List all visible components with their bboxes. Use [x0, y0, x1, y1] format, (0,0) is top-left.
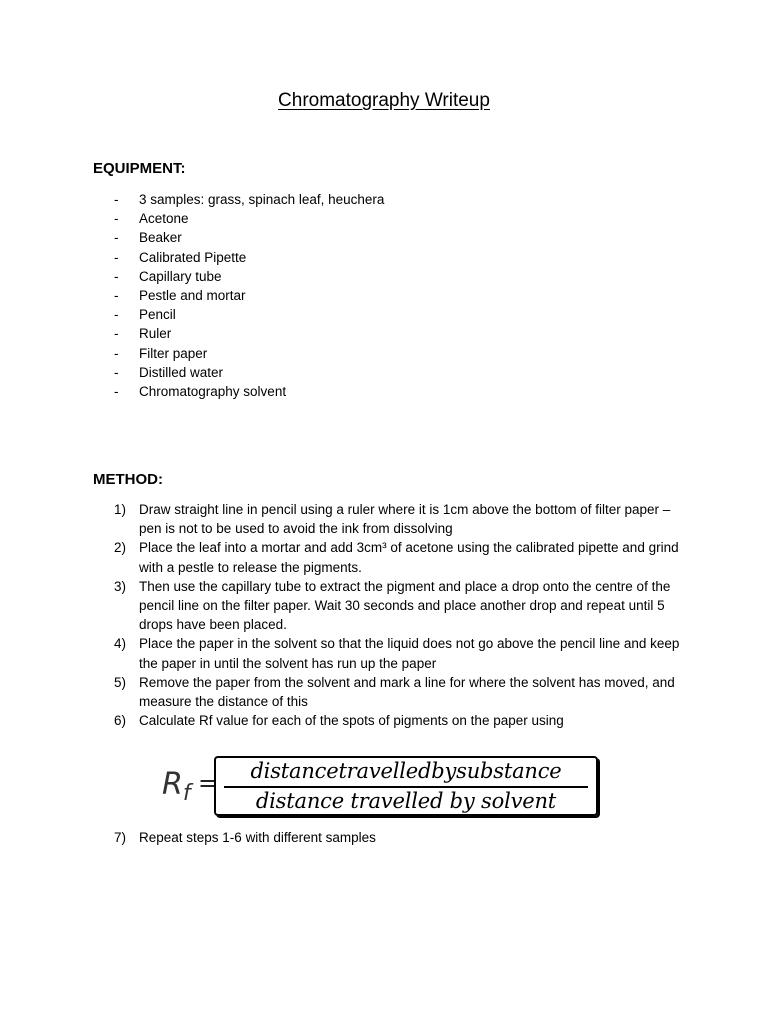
step-text: Calculate Rf value for each of the spots of pigments on the paper using	[139, 713, 564, 729]
equipment-item-text: Pencil	[139, 307, 176, 323]
fraction-bar	[224, 786, 588, 788]
equipment-item-text: Pestle and mortar	[139, 287, 246, 303]
method-step	[114, 500, 689, 538]
step-number: 5)	[114, 674, 127, 690]
method-step	[114, 577, 689, 635]
page-title-text: Chromatography Writeup	[278, 90, 490, 111]
step-text: Place the paper in the solvent so that the liquid does not go above the pencil line and keep the paper in until the solvent has run up the paper	[139, 636, 680, 671]
rf-symbol	[162, 767, 191, 806]
equipment-item-text: 3 samples: grass, spinach leaf, heuchera	[139, 192, 385, 207]
step-text: Draw straight line in pencil using a ruler where it is 1cm above the bottom of filter paper – pen is not to be used to avoid the ink from dissolving	[139, 502, 671, 537]
list-item	[114, 248, 384, 267]
list-item	[114, 190, 384, 209]
fraction-numerator: distancetravelledbysubstance	[250, 759, 562, 783]
step-number: 1)	[114, 502, 127, 517]
list-item	[114, 267, 384, 286]
bullet-dash: -	[114, 287, 119, 303]
page-title	[0, 88, 768, 114]
equipment-list	[114, 190, 384, 401]
list-item	[114, 228, 384, 247]
equipment-item-text: Filter paper	[139, 345, 208, 361]
equipment-item-text: Capillary tube	[139, 268, 222, 284]
equipment-item-text: Ruler	[139, 326, 172, 342]
method-step	[114, 828, 689, 847]
equipment-item-text: Distilled water	[139, 364, 224, 380]
formula-fraction-box	[214, 756, 598, 816]
bullet-dash: -	[114, 230, 119, 246]
bullet-dash: -	[114, 383, 119, 399]
equipment-item-text: Chromatography solvent	[139, 383, 287, 399]
method-step	[114, 538, 689, 576]
step-number: 3)	[114, 578, 127, 594]
step-number: 2)	[114, 540, 127, 556]
list-item	[114, 344, 384, 363]
equipment-heading: EQUIPMENT:	[93, 160, 186, 177]
bullet-dash: -	[114, 307, 119, 323]
rf-main: R	[162, 767, 183, 802]
list-item	[114, 324, 384, 343]
step-number: 7)	[114, 830, 127, 845]
rf-subscript: f	[182, 781, 191, 806]
step-number: 4)	[114, 636, 127, 652]
step-text: Repeat steps 1-6 with different samples	[139, 830, 376, 845]
method-step	[114, 634, 689, 672]
list-item	[114, 209, 384, 228]
bullet-dash: -	[114, 192, 119, 207]
list-item	[114, 363, 384, 382]
method-heading: METHOD:	[93, 471, 163, 488]
list-item	[114, 305, 384, 324]
method-steps-list-continued	[114, 828, 689, 847]
method-step	[114, 711, 689, 730]
list-item	[114, 286, 384, 305]
step-text: Place the leaf into a mortar and add 3cm³ of acetone using the calibrated pipette and grind with a pestle to release the pigments.	[139, 540, 679, 575]
step-text: Then use the capillary tube to extract the pigment and place a drop onto the centre of the pencil line on the filter paper. Wait 30 seconds and place another drop and repeat until 5 drops have been placed.	[139, 578, 671, 633]
list-item	[114, 382, 384, 401]
method-steps-list	[114, 500, 689, 730]
bullet-dash: -	[114, 345, 119, 361]
equipment-item-text: Acetone	[139, 211, 189, 227]
bullet-dash: -	[114, 249, 119, 265]
bullet-dash: -	[114, 268, 119, 284]
method-step	[114, 673, 689, 711]
bullet-dash: -	[114, 326, 119, 342]
step-number: 6)	[114, 713, 127, 729]
equipment-item-text: Beaker	[139, 230, 182, 246]
bullet-dash: -	[114, 364, 119, 380]
equals-sign: =	[198, 769, 219, 797]
step-text: Remove the paper from the solvent and mark a line for where the solvent has moved, and measure the distance of this	[139, 674, 675, 710]
fraction-denominator: distance travelled by solvent	[255, 789, 557, 813]
equipment-item-text: Calibrated Pipette	[139, 249, 247, 265]
bullet-dash: -	[114, 211, 119, 227]
rf-formula	[160, 753, 600, 819]
